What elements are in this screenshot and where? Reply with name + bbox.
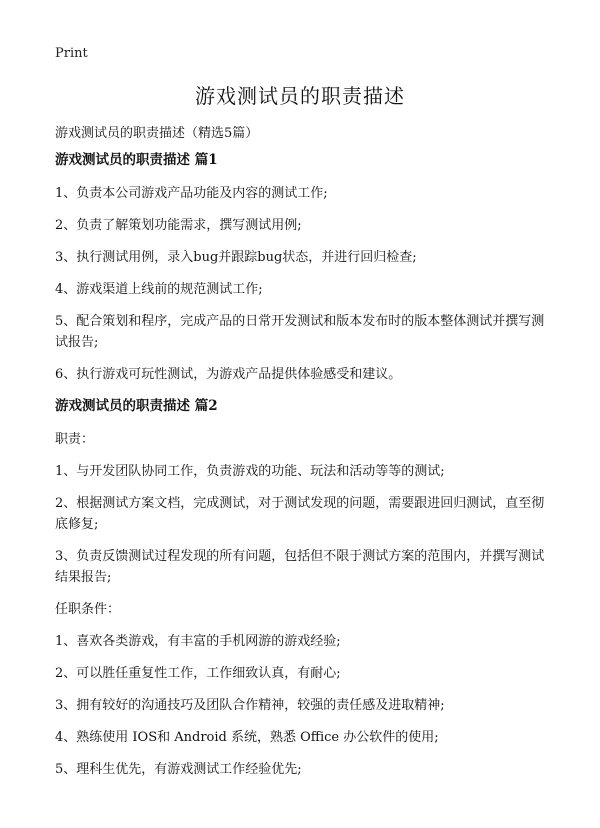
list-item: 2、根据测试方案文档，完成测试，对于测试发现的问题，需要跟进回归测试，直至彻底修复; [55,496,545,532]
list-item: 1、与开发团队协同工作，负责游戏的功能、玩法和活动等等的测试; [55,464,445,479]
list-item: 1、负责本公司游戏产品功能及内容的测试工作; [55,186,328,201]
list-item: 4、熟练使用 IOS和 Android 系统，熟悉 Office 办公软件的使用; [55,730,439,745]
section-heading-1: 游戏测试员的职责描述 篇1 [55,152,218,168]
list-item: 3、负责反馈测试过程发现的所有问题，包括但不限于测试方案的范围内，并撰写测试结果报告; [55,549,545,585]
document-subtitle: 游戏测试员的职责描述（精选5篇） [55,126,259,141]
list-item: 2、负责了解策划功能需求，撰写测试用例; [55,218,302,233]
document-body [55,150,545,780]
duties-label: 职责： [55,432,95,447]
print-label: Print [55,46,88,61]
list-item: 6、执行游戏可玩性测试，为游戏产品提供体验感受和建议。 [55,367,402,382]
list-item: 4、游戏渠道上线前的规范测试工作; [55,282,263,297]
list-item: 1、喜欢各类游戏，有丰富的手机网游的游戏经验; [55,634,341,649]
list-item: 5、配合策划和程序，完成产品的日常开发测试和版本发布时的版本整体测试并撰写测试报告; [55,314,545,350]
list-item: 2、可以胜任重复性工作，工作细致认真，有耐心; [55,666,341,681]
section-heading-2: 游戏测试员的职责描述 篇2 [55,398,218,414]
list-item: 5、理科生优先，有游戏测试工作经验优先; [55,762,302,777]
requirements-label: 任职条件： [55,602,121,617]
page-title: 游戏测试员的职责描述 [195,84,405,108]
list-item: 3、执行测试用例，录入bug并跟踪bug状态，并进行回归检查; [55,250,417,265]
list-item: 3、拥有较好的沟通技巧及团队合作精神，较强的责任感及进取精神; [55,698,445,713]
